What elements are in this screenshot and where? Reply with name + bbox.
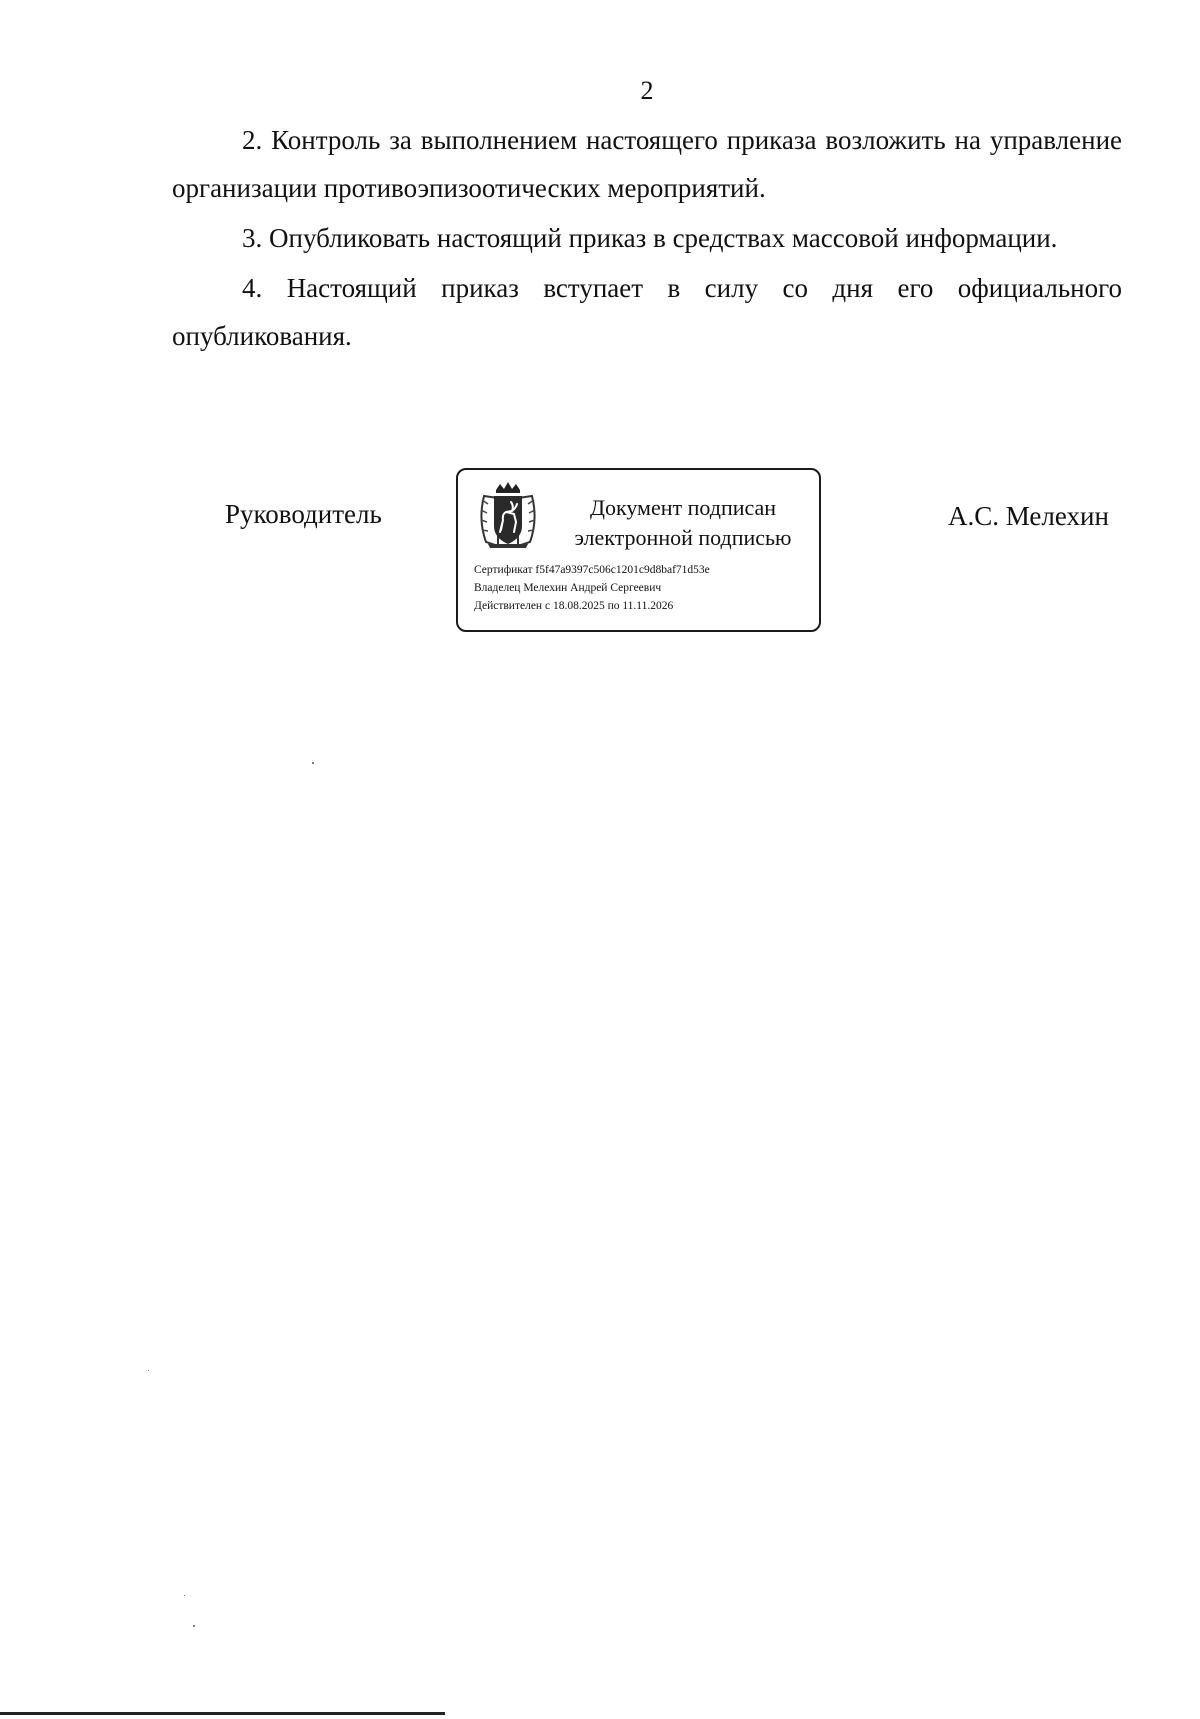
stamp-owner: Владелец Мелехин Андрей Сергеевич [474,582,662,594]
stamp-certificate: Сертификат f5f47a9397c506c1201c9d8baf71d53e [474,564,710,576]
stamp-title-line2: электронной подписью [574,525,792,550]
paragraph-4 [172,264,1122,360]
paragraph-2 [172,116,1122,212]
paragraph-2-text: Контроль за выполнением настоящего приказа возложить на управление организации противоэпизоотических мероприятий. [172,125,1123,203]
scan-speck [148,1370,149,1371]
paragraph-4-number: 4. [242,273,263,303]
stamp-title-line1: Документ подписан [589,495,777,520]
bottom-rule [0,1712,445,1715]
scan-speck [312,762,314,764]
signatory-name: А.С. Мелехин [948,501,1109,531]
paragraph-3-text: Опубликовать настоящий приказ в средствах массовой информации. [269,223,1058,253]
coat-of-arms-deer-icon [476,480,540,550]
paragraph-4-text: Настоящий приказ вступает в силу со дня его официального опубликования. [172,273,1122,351]
scan-speck [193,1625,195,1627]
paragraph-3-number: 3. [242,223,263,253]
stamp-validity: Действителен с 18.08.2025 по 11.11.2026 [474,600,674,612]
signatory-role: Руководитель [225,499,382,529]
page-number: 2 [640,76,654,105]
paragraph-2-number: 2. [242,125,263,155]
paragraph-3 [172,214,1122,262]
electronic-signature-stamp [456,468,821,632]
scan-speck [184,1595,185,1596]
